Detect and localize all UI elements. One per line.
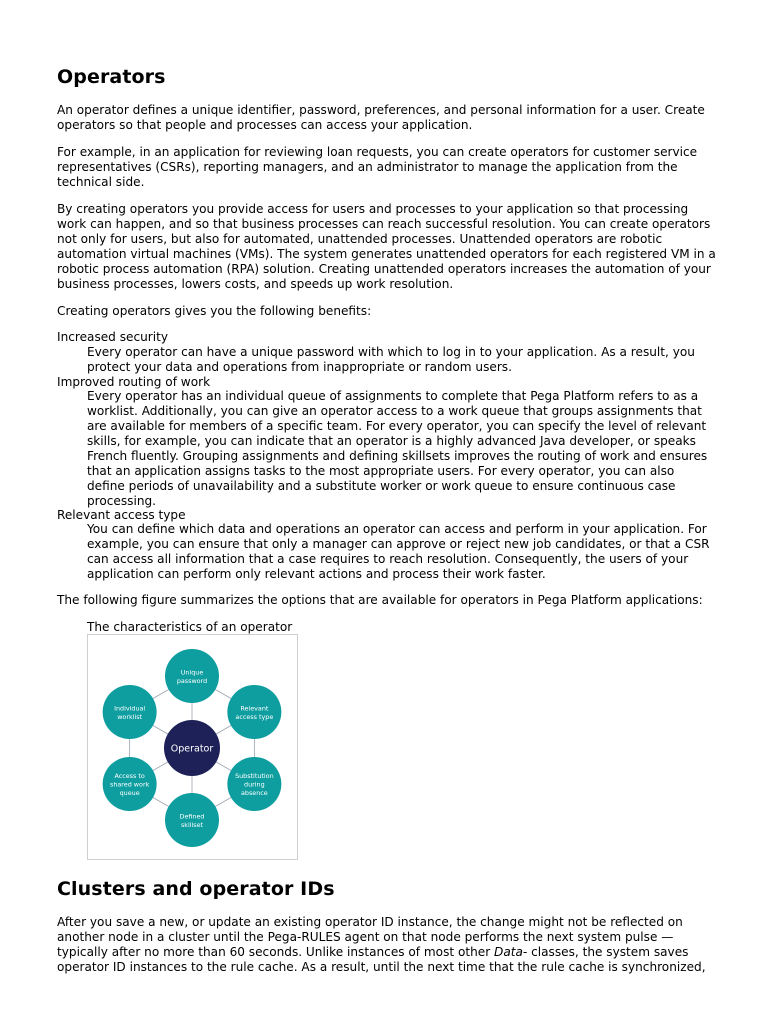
characteristic-label: Defined <box>179 812 205 821</box>
benefit-term: Improved routing of work <box>57 375 211 389</box>
paragraph-operator-definition: An operator defines a unique identifier, password, preferences, and personal information for a user. Create operators so that people and processes can access your application. <box>57 103 705 132</box>
paragraph-creating-operators: By creating operators you provide access for users and processes to your application so that processing work can happen, and so that business processes can reach successful resolution. You can create operators not only for users, but also for automated, unattended processes. Unattended operators are robotic automation virtual machines (VMs). The system generates unattended operators for each registered VM in a robotic process automation (RPA) solution. Creating unattended operators increases the automation of your business processes, lowers costs, and speeds up work resolution. <box>57 202 716 291</box>
clusters-text-part-2: classes, the system saves operator ID instances to the rule cache. As a result, until the next time that the rule cache is synchronized, <box>57 945 706 974</box>
characteristic-label: password <box>176 676 208 685</box>
characteristic-label: Unique <box>180 668 204 677</box>
characteristic-label: worklist <box>117 712 143 721</box>
paragraph-figure-intro: The following figure summarizes the options that are available for operators in Pega Platform applications: <box>57 593 703 607</box>
diagram-canvas <box>88 635 297 859</box>
operator-characteristics-diagram <box>87 634 298 860</box>
figure-caption: The characteristics of an operator <box>87 620 293 634</box>
paragraph-benefits-intro: Creating operators gives you the following benefits: <box>57 304 372 318</box>
benefit-term: Increased security <box>57 330 168 344</box>
characteristic-label: Relevant <box>240 704 269 713</box>
section-title-clusters: Clusters and operator IDs <box>57 878 335 900</box>
characteristic-label: shared work <box>110 780 150 789</box>
characteristic-label: Individual <box>114 704 146 713</box>
section-title-operators: Operators <box>57 66 166 88</box>
characteristic-label: during <box>244 780 265 789</box>
benefit-term: Relevant access type <box>57 508 186 522</box>
characteristic-label: queue <box>119 789 140 797</box>
characteristic-label: skillset <box>180 820 204 829</box>
benefit-description: Every operator can have a unique password with which to log in to your application. As a result, you protect your data and operations from inappropriate or random users. <box>87 345 695 374</box>
benefit-description: Every operator has an individual queue of assignments to complete that Pega Platform refers to as a worklist. Additionally, you can give an operator access to a work queue that groups assignments that are available for members of a specific team. For every operator, you can specify the level of relevant skills, for example, you can indicate that an operator is a highly advanced Java developer, or speaks French fluently. Grouping assignments and defining skillsets improves the routing of work and ensures that an application assigns tasks to the most appropriate users. For every operator, you can also define periods of unavailability and a substitute worker or work queue to ensure continuous case processing. <box>87 389 708 508</box>
benefit-description: You can define which data and operations an operator can access and perform in your application. For example, you can ensure that only a manager can approve or reject new job candidates, or that a CSR can access all information that a case requires to reach resolution. Consequently, the users of your application can perform only relevant actions and process their work faster. <box>87 522 710 581</box>
operator-center-label: Operator <box>170 743 214 755</box>
characteristic-label: Substitution <box>235 772 274 780</box>
paragraph-clusters <box>57 915 717 975</box>
data-class-emphasis: Data- <box>494 945 528 959</box>
characteristic-label: Access to <box>114 772 145 780</box>
characteristic-label: access type <box>235 712 274 721</box>
clusters-text-part-1: After you save a new, or update an existing operator ID instance, the change might not be reflected on another node in a cluster until the Pega-RULES agent on that node performs the next system pulse — typically after no more than 60 seconds. Unlike instances of most other <box>57 915 683 959</box>
characteristic-label: absence <box>240 789 268 797</box>
paragraph-loan-example: For example, in an application for reviewing loan requests, you can create operators for customer service representatives (CSRs), reporting managers, and an administrator to manage the application from the technical side. <box>57 145 698 189</box>
